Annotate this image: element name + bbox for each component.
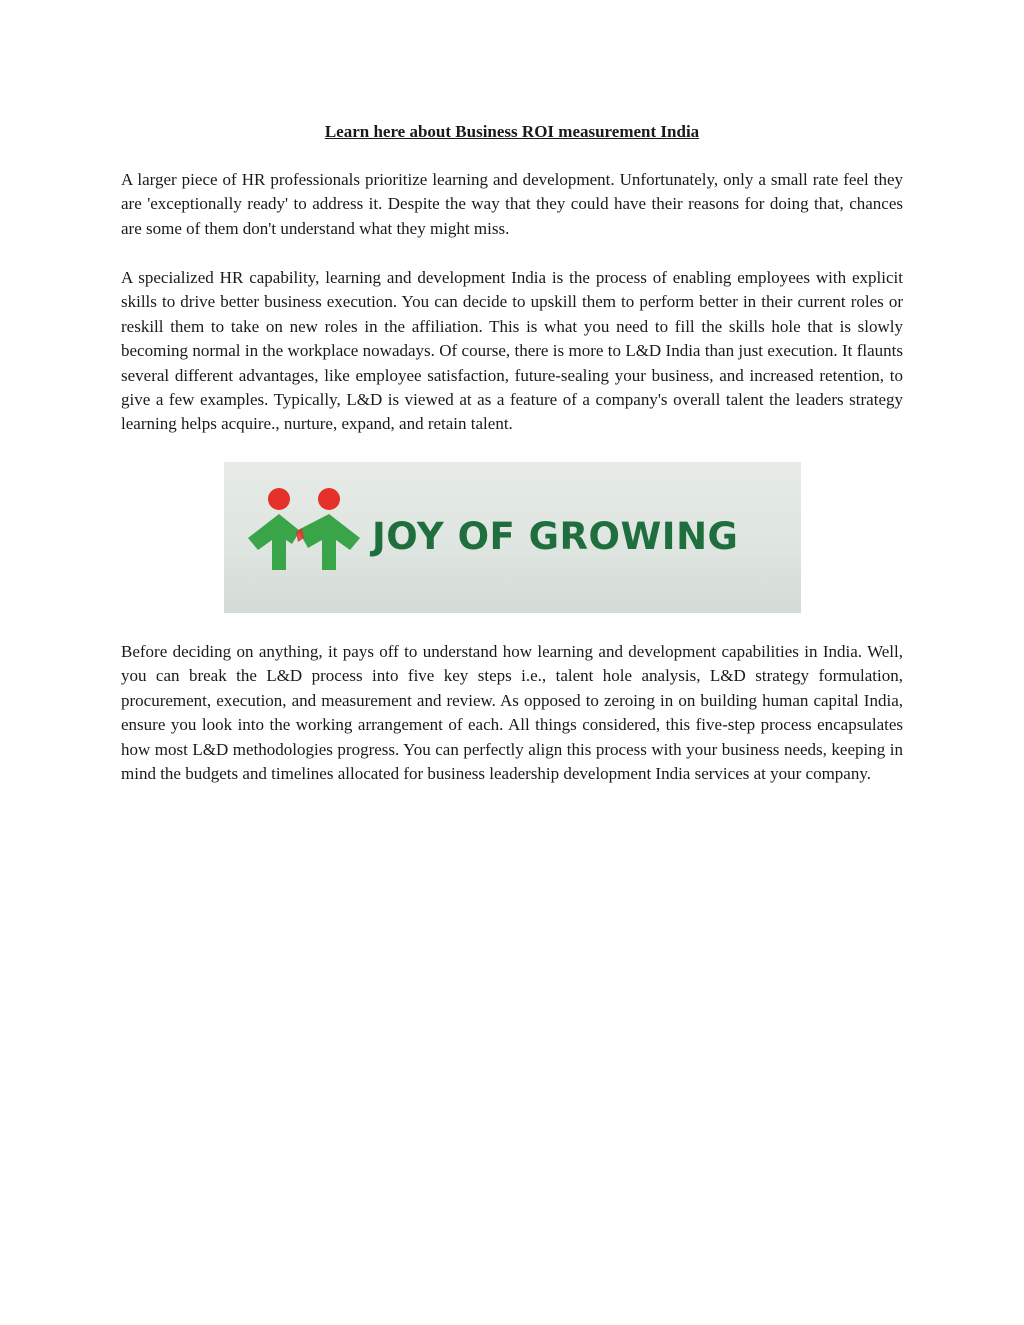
- logo-text: JOY OF GROWING: [372, 515, 739, 558]
- joy-of-growing-logo: [224, 462, 801, 613]
- paragraph-ld-capability: A specialized HR capability, learning and development India is the process of enabling employees with explicit skills to drive better business execution. You can decide to upskill them to perform better in their current roles or reskill them to take on new roles in the affiliation. This is what you need to fill the skills hole that is slowly becoming normal in the workplace nowadays. Of course, there is more to L&D India than just execution. It flaunts several different advantages, like employee satisfaction, future-sealing your business, and increased retention, to give a few examples. Typically, L&D is viewed at as a feature of a company's overall talent the leaders strategy learning helps acquire., nurture, expand, and retain talent.: [121, 268, 903, 434]
- two-people-arrows-icon: [244, 486, 368, 576]
- paragraph-intro: A larger piece of HR professionals prioritize learning and development. Unfortunately, only a small rate feel they are 'exceptionally ready' to address it. Despite the way that they could have their reasons for doing that, chances are some of them don't understand what they might miss.: [121, 170, 903, 238]
- document-title: Learn here about Business ROI measurement India: [324, 122, 700, 141]
- paragraph-five-steps: Before deciding on anything, it pays off to understand how learning and development capabilities in India. Well, you can break the L&D process into five key steps i.e., talent hole analysis, L&D strategy formulation, procurement, execution, and measurement and review. As opposed to zeroing in on building human capital India, ensure you look into the working arrangement of each. All things considered, this five-step process encapsulates how most L&D methodologies progress. You can perfectly align this process with your business needs, keeping in mind the budgets and timelines allocated for business leadership development India services at your company.: [121, 642, 903, 784]
